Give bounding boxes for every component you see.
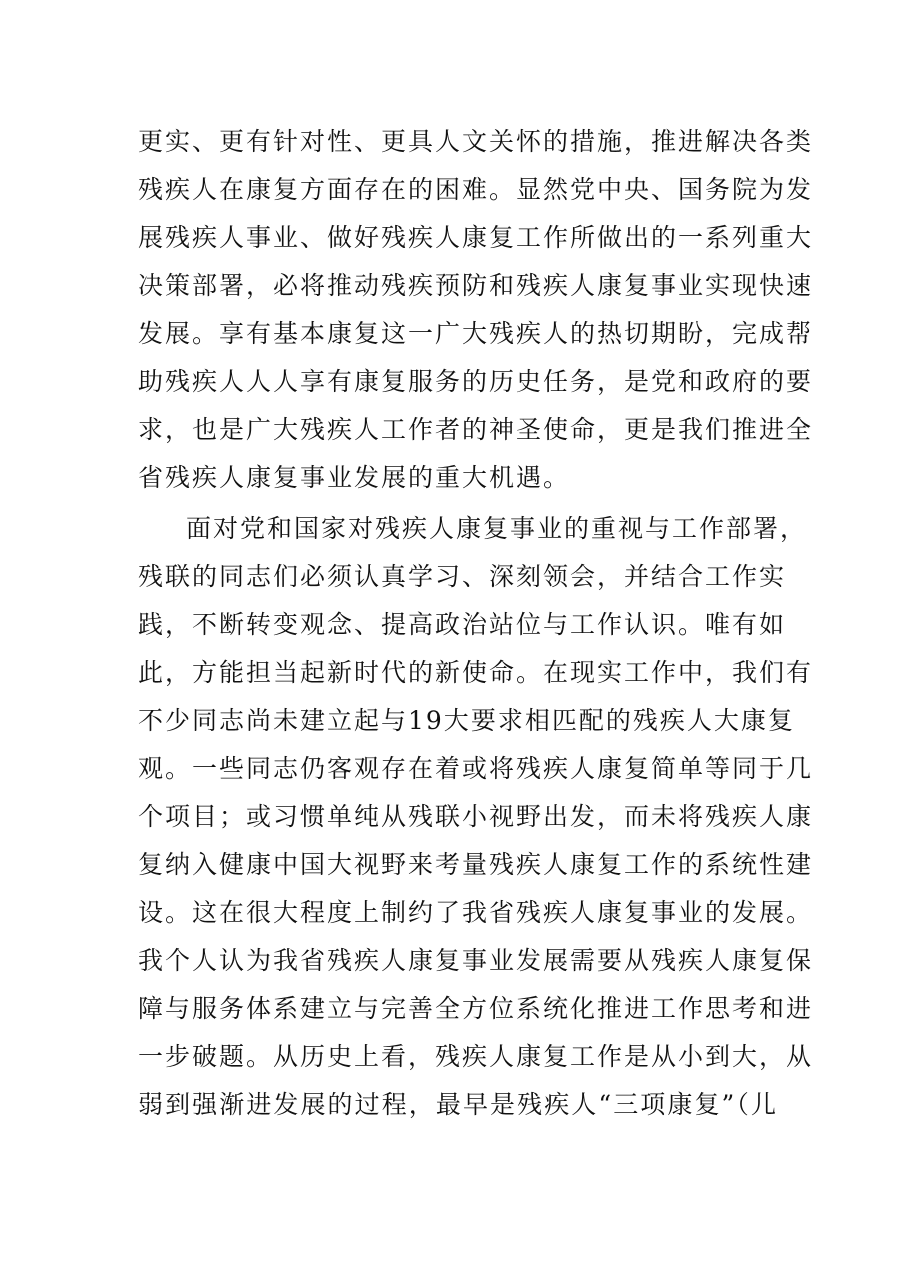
paragraph-first-line: 面对党和国家对残疾人康复事业的重视与工作部署，: [186, 514, 808, 543]
text-line: 一步破题。从历史上看，残疾人康复工作是从小到大，从: [138, 1042, 814, 1071]
text-line: 复纳入健康中国大视野来考量残疾人康复工作的系统性建: [138, 850, 814, 879]
text-line: 展残疾人事业、做好残疾人康复工作所做出的一系列重大: [138, 223, 814, 252]
text-line: 障与服务体系建立与完善全方位系统化推进工作思考和进: [138, 994, 814, 1023]
text-line: 个项目；或习惯单纯从残联小视野出发，而未将残疾人康: [138, 802, 814, 831]
text-line: 决策部署，必将推动残疾预防和残疾人康复事业实现快速: [138, 271, 814, 300]
text-line: 助残疾人人人享有康复服务的历史任务，是党和政府的要: [138, 367, 814, 396]
text-line: 不少同志尚未建立起与19大要求相匹配的残疾人大康复: [138, 706, 795, 735]
text-line: 践，不断转变观念、提高政治站位与工作认识。唯有如: [138, 610, 787, 639]
text-line: 残疾人在康复方面存在的困难。显然党中央、国务院为发: [138, 175, 814, 204]
text-line: 求，也是广大残疾人工作者的神圣使命，更是我们推进全: [138, 415, 814, 444]
text-line: 残联的同志们必须认真学习、深刻领会，并结合工作实: [138, 562, 787, 591]
text-line: 我个人认为我省残疾人康复事业发展需要从残疾人康复保: [138, 946, 814, 975]
text-line: 观。一些同志仍客观存在着或将残疾人康复简单等同于几: [138, 754, 814, 783]
text-line: 弱到强渐进发展的过程，最早是残疾人“三项康复”（儿: [138, 1090, 778, 1119]
text-line: 设。这在很大程度上制约了我省残疾人康复事业的发展。: [138, 898, 814, 927]
text-line: 发展。享有基本康复这一广大残疾人的热切期盼，完成帮: [138, 319, 814, 348]
text-line: 此，方能担当起新时代的新使命。在现实工作中，我们有: [138, 658, 814, 687]
text-line: 更实、更有针对性、更具人文关怀的措施，推进解决各类: [138, 127, 814, 156]
text-line: 省残疾人康复事业发展的重大机遇。: [138, 463, 571, 492]
